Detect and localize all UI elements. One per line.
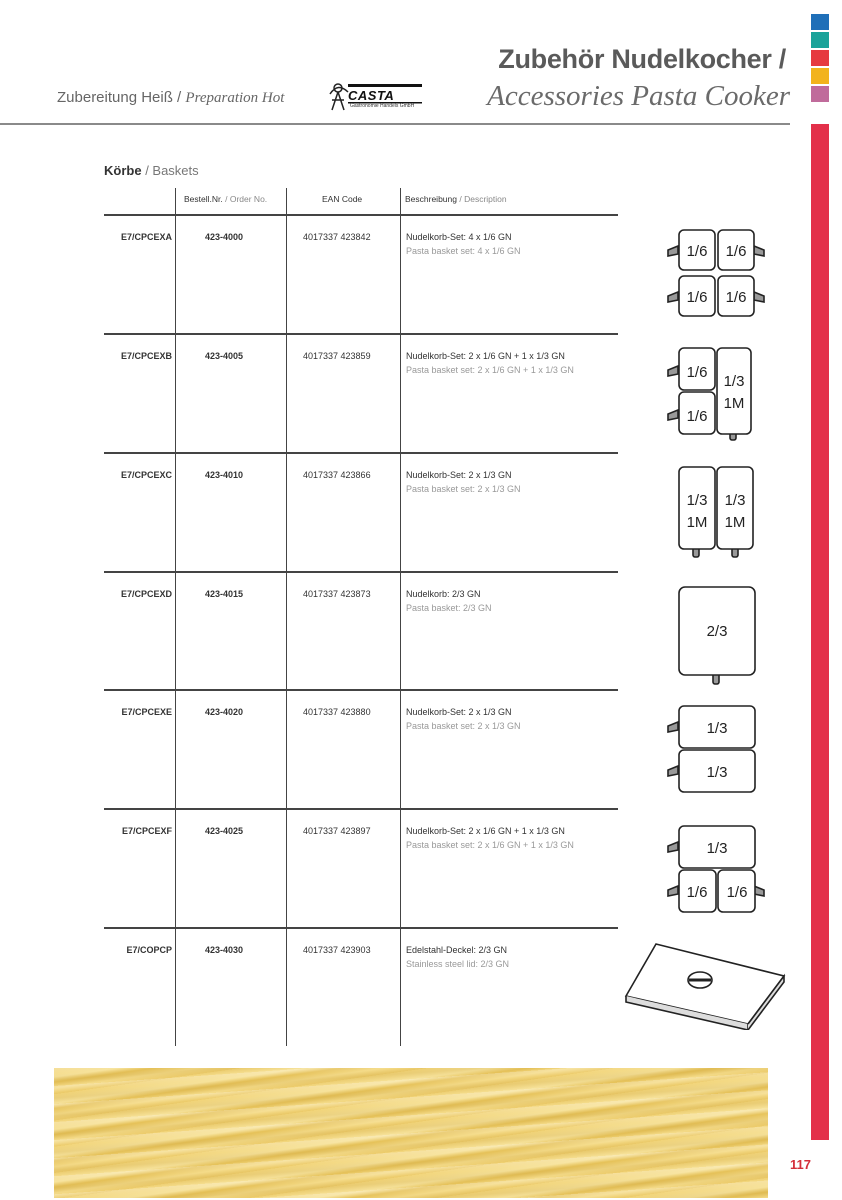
- basket-label: 1M: [723, 395, 745, 412]
- pasta-photo: [54, 1068, 768, 1198]
- row-divider: [104, 452, 618, 454]
- color-tab-red: [811, 50, 829, 66]
- page-title-en: Accessories Pasta Cooker: [487, 80, 790, 112]
- header-divider: [0, 123, 790, 125]
- row-divider: [104, 214, 618, 216]
- article-number: E7/CPCEXA: [120, 232, 172, 242]
- header-order-no-en: / Order No.: [225, 194, 268, 204]
- header-order-no: [184, 194, 267, 204]
- color-tab-yellow: [811, 68, 829, 84]
- description-de: Edelstahl-Deckel: 2/3 GN: [406, 945, 508, 955]
- chef-figure-icon: [330, 84, 348, 110]
- logo-subline: Gastronomie Handels GmbH: [350, 103, 415, 109]
- ean-code: 4017337 423897: [303, 826, 371, 836]
- header-ean: EAN Code: [322, 194, 363, 204]
- basket-label: 1/3: [706, 764, 728, 781]
- basket-label: 1/3: [706, 840, 728, 857]
- order-number: 423-4000: [205, 232, 244, 242]
- page-number: 117: [790, 1157, 811, 1172]
- article-number: E7/CPCEXB: [120, 351, 172, 361]
- order-number: 423-4025: [205, 826, 244, 836]
- basket-label: 1/6: [725, 289, 747, 306]
- basket-label: 1M: [724, 514, 746, 531]
- section-label: [57, 89, 284, 107]
- header-description-en: / Description: [459, 194, 507, 204]
- basket-diagram: [660, 702, 772, 798]
- description-en: Pasta basket set: 2 x 1/3 GN: [406, 484, 521, 494]
- lid-diagram: [620, 938, 790, 1030]
- table-title-de: Körbe: [104, 163, 142, 178]
- description-de: Nudelkorb-Set: 2 x 1/6 GN + 1 x 1/3 GN: [406, 351, 565, 361]
- description-en: Pasta basket set: 2 x 1/3 GN: [406, 721, 521, 731]
- ean-code: 4017337 423866: [303, 470, 371, 480]
- chapter-side-bar: [811, 124, 829, 1140]
- row-divider: [104, 571, 618, 573]
- order-number: 423-4015: [205, 589, 244, 599]
- basket-label: 1/6: [726, 884, 748, 901]
- basket-diagram: [660, 463, 772, 563]
- order-number: 423-4010: [205, 470, 244, 480]
- article-number: E7/CPCEXE: [121, 707, 172, 717]
- description-en: Pasta basket set: 2 x 1/6 GN + 1 x 1/3 GN: [406, 840, 574, 850]
- basket-label: 1/6: [686, 408, 708, 425]
- basket-label: 1/3: [686, 492, 708, 509]
- description-de: Nudelkorb-Set: 2 x 1/3 GN: [406, 470, 512, 480]
- description-de: Nudelkorb: 2/3 GN: [406, 589, 481, 599]
- description-en: Pasta basket set: 2 x 1/6 GN + 1 x 1/3 GN: [406, 365, 574, 375]
- section-label-en: Preparation Hot: [185, 90, 285, 106]
- basket-label: 1/3: [724, 492, 746, 509]
- description-de: Nudelkorb-Set: 2 x 1/3 GN: [406, 707, 512, 717]
- basket-label: 1/6: [686, 364, 708, 381]
- color-tab-pink: [811, 86, 829, 102]
- order-number: 423-4020: [205, 707, 244, 717]
- column-divider: [175, 188, 176, 1046]
- basket-label: 2/3: [706, 623, 728, 640]
- color-tab-teal: [811, 32, 829, 48]
- ean-code: 4017337 423880: [303, 707, 371, 717]
- basket-diagram: [660, 344, 772, 442]
- description-en: Pasta basket: 2/3 GN: [406, 603, 492, 613]
- basket-label: 1/6: [686, 884, 708, 901]
- row-divider: [104, 808, 618, 810]
- order-number: 423-4030: [205, 945, 244, 955]
- description-en: Pasta basket set: 4 x 1/6 GN: [406, 246, 521, 256]
- row-divider: [104, 333, 618, 335]
- section-label-de: Zubereitung Heiß /: [57, 89, 182, 106]
- basket-diagram: [660, 822, 772, 918]
- basket-diagram: [660, 224, 772, 320]
- ean-code: 4017337 423842: [303, 232, 371, 242]
- description-de: Nudelkorb-Set: 2 x 1/6 GN + 1 x 1/3 GN: [406, 826, 565, 836]
- table-title: [104, 163, 199, 178]
- color-tab-blue: [811, 14, 829, 30]
- basket-label: 1/6: [686, 243, 708, 260]
- header-description: [405, 194, 507, 204]
- basket-label: 1/3: [706, 720, 728, 737]
- row-divider: [104, 689, 618, 691]
- basket-label: 1M: [686, 514, 708, 531]
- article-number: E7/CPCEXD: [120, 589, 172, 599]
- column-divider: [400, 188, 401, 1046]
- article-number: E7/COPCP: [126, 945, 172, 955]
- header-order-no-de: Bestell.Nr.: [184, 194, 223, 204]
- row-divider: [104, 927, 618, 929]
- lid-handle-icon: [688, 972, 712, 988]
- ean-code: 4017337 423873: [303, 589, 371, 599]
- article-number: E7/CPCEXF: [121, 826, 172, 836]
- order-number: 423-4005: [205, 351, 244, 361]
- header-description-de: Beschreibung: [405, 194, 457, 204]
- table-title-en: / Baskets: [145, 163, 199, 178]
- logo-wordmark: CASTA: [348, 88, 395, 103]
- description-de: Nudelkorb-Set: 4 x 1/6 GN: [406, 232, 512, 242]
- basket-label: 1/3: [723, 373, 745, 390]
- page-title-de: Zubehör Nudelkocher /: [498, 44, 786, 74]
- description-en: Stainless steel lid: 2/3 GN: [406, 959, 510, 969]
- basket-label: 1/6: [725, 243, 747, 260]
- ean-code: 4017337 423903: [303, 945, 371, 955]
- ean-code: 4017337 423859: [303, 351, 371, 361]
- column-divider: [286, 188, 287, 1046]
- basket-diagram: [660, 582, 772, 690]
- basket-label: 1/6: [686, 289, 708, 306]
- article-number: E7/CPCEXC: [120, 470, 172, 480]
